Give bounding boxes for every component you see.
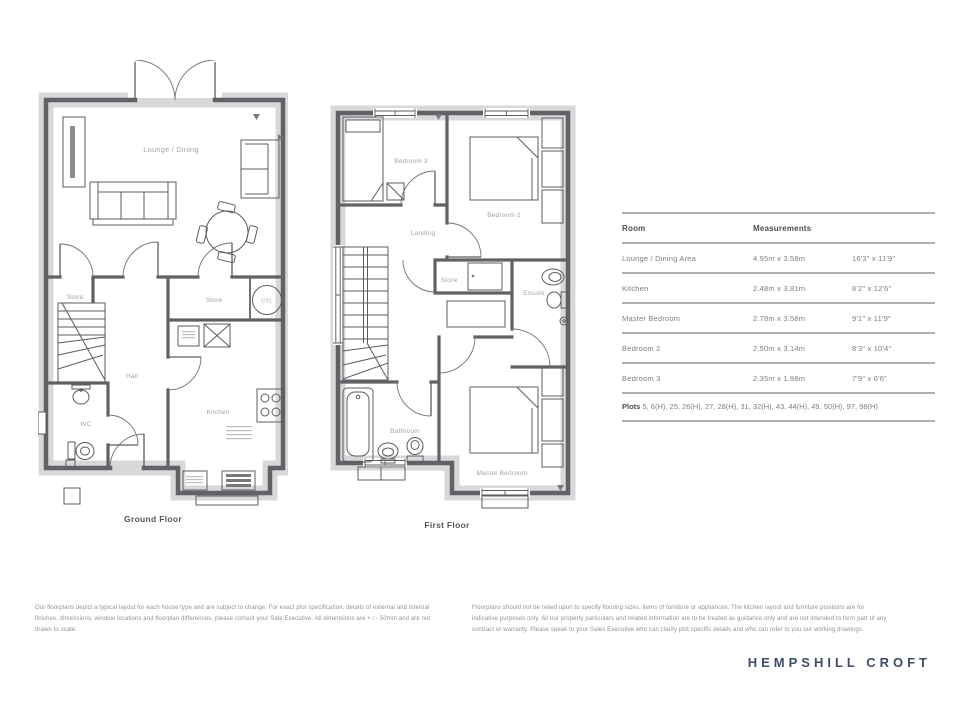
door-knob-icon [472,275,475,278]
room-label-hall: Hall [126,373,138,380]
room-label-ensuite: Ensuite [523,291,545,297]
plots-row [622,392,935,422]
ground-floor-caption: Ground Floor [124,514,182,524]
disclaimer-right: Floorplans should not be relied upon to specify flooring sizes, items of furniture or appliances. The kitchen layout and furniture positions are for indicative purposes only. All our property particulars and related information are to be treated as guidance only and are not intended to form part of any contract or warranty. Please speak to your Sales Executive who can clarify plot specific details and who can refer to you our working drawings. [472,605,887,633]
table-row [622,332,935,362]
cell-room: Bedroom 2 [622,343,661,353]
tv-icon [70,126,75,178]
room-label-bedroom2: Bedroom 2 [487,212,521,219]
col-header-measurements: Measurements [753,223,812,233]
table-row [622,362,935,392]
cell-metric: 2.48m x 3.81m [753,283,806,293]
table-header-row [622,212,935,242]
cell-room: Kitchen [622,283,649,293]
plots-values: 5, 6(H), 25, 26(H), 27, 28(H), 31, 32(H), 43, 44(H), 49, 50(H), 97, 98(H) [642,402,878,411]
cell-metric: 2.50m x 3.14m [753,343,806,353]
cell-imperial: 8'3" x 10'4" [852,343,892,353]
table-row [622,302,935,332]
room-label-bathroom: Bathroom [390,428,420,435]
cell-metric: 2.78m x 3.58m [753,313,806,323]
first-floor-drawing [327,85,577,515]
room-label-kitchen: Kitchen [206,409,230,416]
room-label-lounge: Lounge / Dining [143,145,199,154]
room-label-cyl: CYL [261,298,273,305]
first-floor-caption: First Floor [424,520,470,530]
measurements-table [622,212,935,422]
plots-label: Plots [622,402,641,411]
cell-imperial: 8'2" x 12'6" [852,283,892,293]
table-row [622,242,935,272]
room-label-store1: Store [66,294,84,301]
room-label-store: Store [440,277,458,284]
cell-room: Master Bedroom [622,313,681,323]
cell-room: Lounge / Dining Area [622,253,697,263]
ground-floor-drawing [38,60,288,510]
col-header-room: Room [622,223,646,233]
first-floor-plan [327,85,577,515]
cell-room: Bedroom 3 [622,373,661,383]
cell-imperial: 16'3" x 11'9" [852,253,896,263]
ground-floor-plan [38,60,288,510]
room-label-wc: WC [80,421,92,428]
cell-imperial: 9'1" x 11'9" [852,313,891,323]
ground-walls [46,60,283,493]
room-label-bedroom3: Bedroom 3 [394,158,428,165]
cell-metric: 2.35m x 1.98m [753,373,806,383]
cell-metric: 4.95m x 3.58m [753,253,806,263]
room-label-landing: Landing [410,230,436,237]
development-name: HEMPSHILL CROFT [747,655,931,670]
room-label-store2: Store [205,297,223,304]
disclaimer-left: Our floorplans depict a typical layout for each house type and are subject to change. For exact plot specification, details of external and internal finishes, dimensions, window locations and floorplan differences, please consult your Sale Executive. All dimensions are + / - 50mm and are not drawn to scale. [35,605,431,633]
cell-imperial: 7'9" x 6'6" [852,373,887,383]
room-label-master: Master Bedroom [476,470,528,477]
table-row [622,272,935,302]
